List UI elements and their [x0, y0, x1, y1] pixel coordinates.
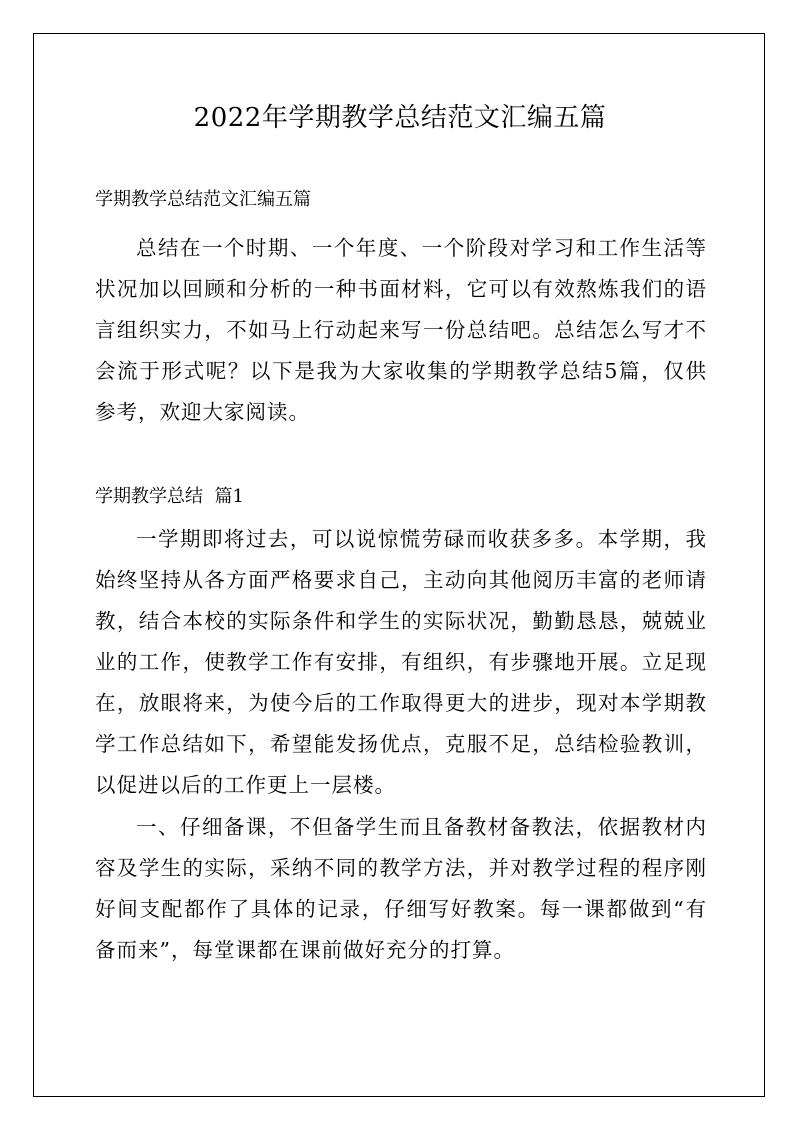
paragraph-intro: 总结在一个时期、一个年度、一个阶段对学习和工作生活等状况加以回顾和分析的一种书面材料，它可以有效熬炼我们的语言组织实力，不如马上行动起来写一份总结吧。总结怎么写才不会流于形式呢？以下是我为大家收集的学期教学总结5篇，仅供参考，欢迎大家阅读。 — [95, 236, 707, 424]
document-title: 2022年学期教学总结范文汇编五篇 — [193, 103, 607, 133]
section-heading-part1: 学期教学总结 篇1 — [95, 486, 244, 507]
paragraph-part1-2: 一、仔细备课，不但备学生而且备教材备教法，依据教材内容及学生的实际，采纳不同的教学方法，并对教学过程的程序刚好间支配都作了具体的记录，仔细写好教案。每一课都做到“有备而来”，每堂课都在课前做好充分的打算。 — [95, 815, 707, 962]
paragraph-part1-1: 一学期即将过去，可以说惊慌劳碌而收获多多。本学期，我始终坚持从各方面严格要求自己，主动向其他阅历丰富的老师请教，结合本校的实际条件和学生的实际状况，勤勤恳恳，兢兢业业的工作，使教学工作有安排，有组织，有步骤地开展。立足现在，放眼将来，为使今后的工作取得更大的进步，现对本学期教学工作总结如下，希望能发扬优点，克服不足，总结检验教训，以促进以后的工作更上一层楼。 — [95, 527, 707, 797]
section-heading-intro: 学期教学总结范文汇编五篇 — [95, 189, 311, 210]
